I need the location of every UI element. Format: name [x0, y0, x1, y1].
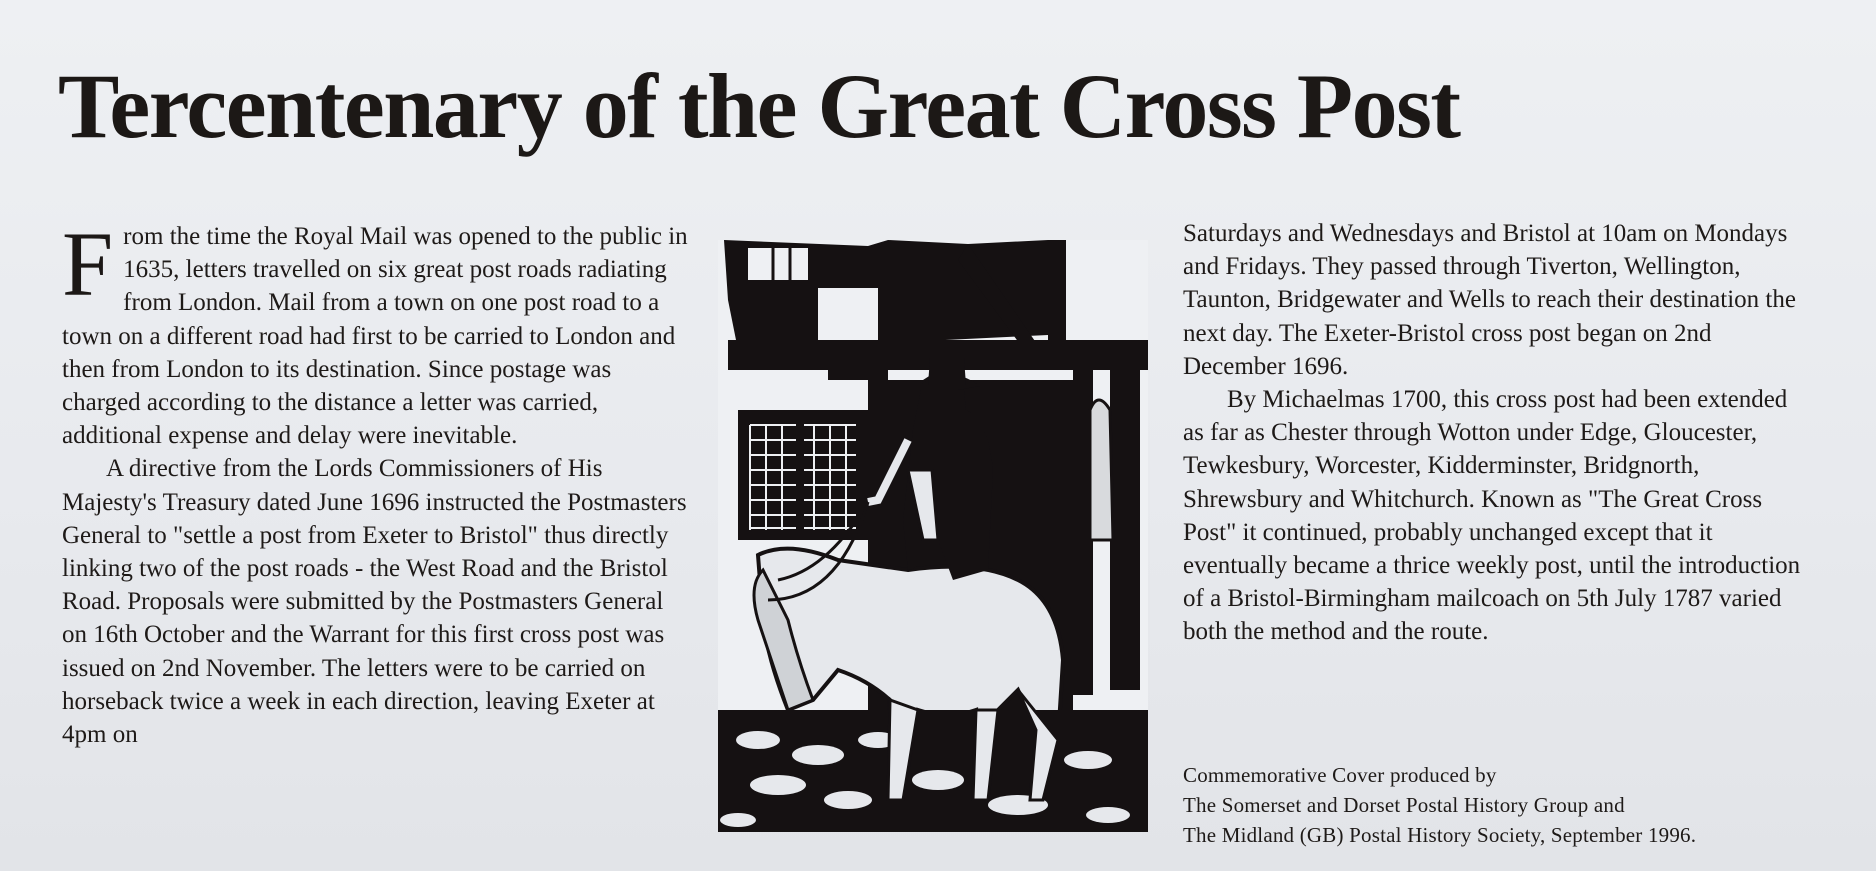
- paragraph-1: [62, 213, 690, 452]
- paragraph-2: A directive from the Lords Commissioners of His Majesty's Treasury dated June 1696 instructed the Postmasters General to "settle a post from Exeter to Bristol" thus directly linking two of the post roads - the West Road and the Bristol Road. Proposals were submitted by the Postmasters General on 16th October and the Warrant for this first cross post was issued on 2nd November. The letters were to be carried on horseback twice a week in each direction, leaving Exeter at 4pm on: [62, 455, 687, 749]
- right-column: [1183, 217, 1813, 649]
- page-title: Tercentenary of the Great Cross Post: [58, 55, 1460, 157]
- credit-line-1: Commemorative Cover produced by: [1183, 763, 1497, 787]
- credit-line-2: The Somerset and Dorset Postal History Group and: [1183, 793, 1625, 817]
- paragraph-1-text: rom the time the Royal Mail was opened to the public in 1635, letters travelled on six great post roads radiating from London. Mail from a town on one post road to a town on a different road had first to be carried to London and then from London to its destination. Since postage was charged according to the distance a letter was carried, additional expense and delay were inevitable.: [62, 223, 688, 450]
- credit-line-3: The Midland (GB) Postal History Society, September 1996.: [1183, 823, 1697, 847]
- post-rider-on-horse-icon: [718, 240, 1148, 832]
- paragraph-3: Saturdays and Wednesdays and Bristol at 10am on Mondays and Fridays. They passed through Tiverton, Wellington, Taunton, Bridgewater and Wells to reach their destination the next day. The Exeter-Bristol cross post began on 2nd December 1696.: [1183, 220, 1796, 380]
- left-column: [62, 213, 690, 751]
- credit-block: [1183, 760, 1833, 850]
- drop-cap: F: [62, 213, 114, 315]
- paragraph-4: By Michaelmas 1700, this cross post had been extended as far as Chester through Wotton under Edge, Gloucester, Tewkesbury, Worcester, Kidderminster, Bridgnorth, Shrewsbury and Whitchurch. Known as "The Great Cross Post" it continued, probably unchanged except that it eventually became a thrice weekly post, until the introduction of a Bristol-Birmingham mailcoach on 5th July 1787 varied both the method and the route.: [1183, 386, 1801, 646]
